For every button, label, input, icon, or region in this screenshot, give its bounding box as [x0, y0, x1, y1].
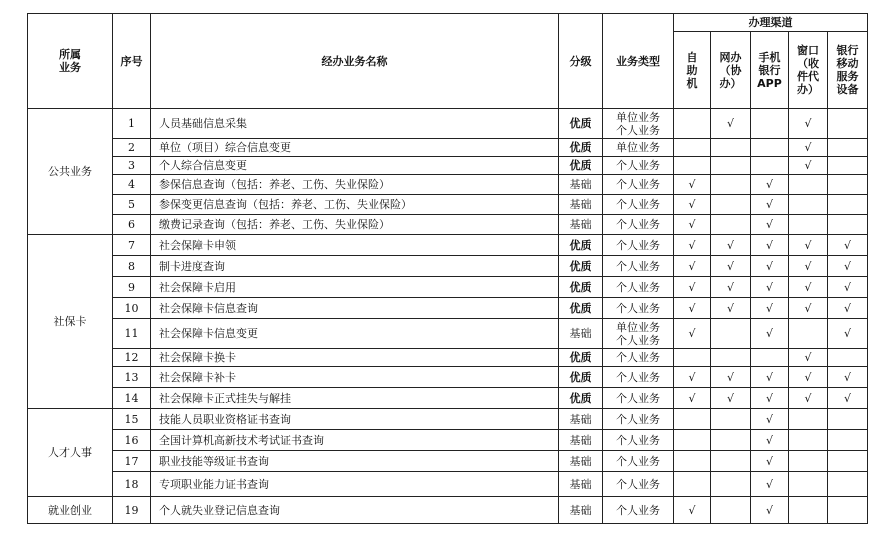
channel-bank-device-cell — [828, 195, 868, 215]
channel-bank-device-cell — [828, 349, 868, 367]
grade-cell: 基础 — [559, 175, 603, 195]
grade-cell: 优质 — [559, 256, 603, 277]
biz-type-cell: 个人业务 — [603, 409, 674, 430]
header-grade: 分级 — [559, 14, 603, 109]
service-name-cell: 缴费记录查询（包括：养老、工伤、失业保险） — [151, 215, 559, 235]
service-name-cell: 社会保障卡信息变更 — [151, 319, 559, 349]
table-row — [28, 388, 868, 409]
channel-kiosk-cell: √ — [674, 195, 711, 215]
channel-bank-device-cell — [828, 451, 868, 472]
seq-cell: 16 — [113, 430, 151, 451]
grade-cell: 优质 — [559, 349, 603, 367]
biz-type-cell: 个人业务 — [603, 235, 674, 256]
channel-online-cell: √ — [711, 256, 751, 277]
seq-cell: 9 — [113, 277, 151, 298]
grade-cell: 基础 — [559, 472, 603, 497]
channel-mobile-app-cell: √ — [751, 388, 789, 409]
category-cell: 人才人事 — [28, 409, 113, 497]
channel-mobile-app-cell — [751, 109, 789, 139]
table-row — [28, 430, 868, 451]
table-row — [28, 319, 868, 349]
channel-kiosk-cell: √ — [674, 298, 711, 319]
table-row — [28, 349, 868, 367]
header-channel-kiosk: 自 助 机 — [674, 32, 711, 109]
channel-window-cell: √ — [789, 388, 828, 409]
grade-cell: 优质 — [559, 367, 603, 388]
channel-mobile-app-cell: √ — [751, 215, 789, 235]
grade-cell: 基础 — [559, 430, 603, 451]
biz-type-cell: 个人业务 — [603, 157, 674, 175]
seq-cell: 12 — [113, 349, 151, 367]
biz-type-cell: 个人业务 — [603, 277, 674, 298]
channel-mobile-app-cell: √ — [751, 367, 789, 388]
header-channel-window: 窗口 （收 件代 办） — [789, 32, 828, 109]
channel-mobile-app-cell: √ — [751, 497, 789, 524]
service-name-cell: 社会保障卡信息查询 — [151, 298, 559, 319]
table-row — [28, 497, 868, 524]
channel-bank-device-cell: √ — [828, 298, 868, 319]
channel-kiosk-cell: √ — [674, 215, 711, 235]
channel-mobile-app-cell: √ — [751, 195, 789, 215]
service-name-cell: 社会保障卡换卡 — [151, 349, 559, 367]
channel-kiosk-cell — [674, 349, 711, 367]
biz-type-cell: 单位业务 — [603, 139, 674, 157]
service-name-cell: 人员基础信息采集 — [151, 109, 559, 139]
channel-bank-device-cell — [828, 472, 868, 497]
biz-type-cell: 个人业务 — [603, 388, 674, 409]
channel-bank-device-cell — [828, 430, 868, 451]
channel-kiosk-cell — [674, 109, 711, 139]
channel-kiosk-cell: √ — [674, 175, 711, 195]
channel-bank-device-cell — [828, 497, 868, 524]
seq-cell: 4 — [113, 175, 151, 195]
biz-type-cell: 单位业务 个人业务 — [603, 319, 674, 349]
seq-cell: 2 — [113, 139, 151, 157]
biz-type-cell: 个人业务 — [603, 256, 674, 277]
channel-online-cell — [711, 409, 751, 430]
biz-type-cell: 个人业务 — [603, 451, 674, 472]
table-row — [28, 215, 868, 235]
grade-cell: 优质 — [559, 298, 603, 319]
channel-bank-device-cell: √ — [828, 235, 868, 256]
seq-cell: 18 — [113, 472, 151, 497]
seq-cell: 1 — [113, 109, 151, 139]
seq-cell: 13 — [113, 367, 151, 388]
channel-online-cell: √ — [711, 277, 751, 298]
table-row — [28, 277, 868, 298]
service-name-cell: 参保信息查询（包括：养老、工伤、失业保险） — [151, 175, 559, 195]
table-header — [28, 14, 868, 109]
channel-online-cell: √ — [711, 298, 751, 319]
service-name-cell: 全国计算机高新技术考试证书查询 — [151, 430, 559, 451]
category-cell: 就业创业 — [28, 497, 113, 524]
service-name-cell: 社会保障卡补卡 — [151, 367, 559, 388]
channel-mobile-app-cell: √ — [751, 256, 789, 277]
channel-mobile-app-cell — [751, 157, 789, 175]
channel-online-cell — [711, 157, 751, 175]
channel-mobile-app-cell: √ — [751, 430, 789, 451]
biz-type-cell: 个人业务 — [603, 349, 674, 367]
channel-bank-device-cell — [828, 157, 868, 175]
biz-type-cell: 个人业务 — [603, 175, 674, 195]
service-name-cell: 个人综合信息变更 — [151, 157, 559, 175]
seq-cell: 19 — [113, 497, 151, 524]
biz-type-cell: 个人业务 — [603, 367, 674, 388]
channel-online-cell — [711, 195, 751, 215]
biz-type-cell: 个人业务 — [603, 472, 674, 497]
grade-cell: 优质 — [559, 109, 603, 139]
service-name-cell: 参保变更信息查询（包括：养老、工伤、失业保险） — [151, 195, 559, 215]
channel-window-cell: √ — [789, 298, 828, 319]
channel-bank-device-cell: √ — [828, 277, 868, 298]
channel-mobile-app-cell: √ — [751, 319, 789, 349]
header-channels-title: 办理渠道 — [674, 14, 868, 32]
table-row — [28, 256, 868, 277]
channel-online-cell: √ — [711, 388, 751, 409]
channel-window-cell — [789, 319, 828, 349]
table-row — [28, 472, 868, 497]
table-row — [28, 451, 868, 472]
channel-window-cell: √ — [789, 367, 828, 388]
channel-window-cell: √ — [789, 277, 828, 298]
channel-window-cell: √ — [789, 139, 828, 157]
table-body — [28, 109, 868, 524]
channel-window-cell — [789, 497, 828, 524]
channel-mobile-app-cell: √ — [751, 298, 789, 319]
channel-bank-device-cell — [828, 109, 868, 139]
channel-kiosk-cell: √ — [674, 497, 711, 524]
biz-type-cell: 个人业务 — [603, 430, 674, 451]
channel-mobile-app-cell: √ — [751, 277, 789, 298]
channel-kiosk-cell — [674, 430, 711, 451]
grade-cell: 基础 — [559, 497, 603, 524]
table-row — [28, 175, 868, 195]
channel-kiosk-cell: √ — [674, 367, 711, 388]
service-name-cell: 职业技能等级证书查询 — [151, 451, 559, 472]
grade-cell: 基础 — [559, 409, 603, 430]
channel-online-cell — [711, 215, 751, 235]
seq-cell: 6 — [113, 215, 151, 235]
table-row — [28, 139, 868, 157]
channel-online-cell: √ — [711, 235, 751, 256]
channel-mobile-app-cell: √ — [751, 409, 789, 430]
service-name-cell: 社会保障卡申领 — [151, 235, 559, 256]
header-seq: 序号 — [113, 14, 151, 109]
service-name-cell: 专项职业能力证书查询 — [151, 472, 559, 497]
seq-cell: 11 — [113, 319, 151, 349]
seq-cell: 14 — [113, 388, 151, 409]
channel-window-cell — [789, 175, 828, 195]
channel-kiosk-cell: √ — [674, 277, 711, 298]
channel-bank-device-cell — [828, 139, 868, 157]
table-row — [28, 157, 868, 175]
channel-window-cell — [789, 195, 828, 215]
grade-cell: 基础 — [559, 195, 603, 215]
channel-mobile-app-cell: √ — [751, 175, 789, 195]
grade-cell: 基础 — [559, 215, 603, 235]
header-channel-online: 网办 （协 办） — [711, 32, 751, 109]
seq-cell: 7 — [113, 235, 151, 256]
biz-type-cell: 个人业务 — [603, 195, 674, 215]
channel-window-cell: √ — [789, 235, 828, 256]
category-cell: 公共业务 — [28, 109, 113, 235]
channel-window-cell — [789, 472, 828, 497]
service-table — [27, 13, 868, 524]
channel-bank-device-cell: √ — [828, 256, 868, 277]
header-service-name: 经办业务名称 — [151, 14, 559, 109]
service-name-cell: 单位（项目）综合信息变更 — [151, 139, 559, 157]
channel-bank-device-cell: √ — [828, 388, 868, 409]
channel-window-cell — [789, 430, 828, 451]
header-channel-mobile-app: 手机 银行 APP — [751, 32, 789, 109]
channel-online-cell — [711, 472, 751, 497]
channel-bank-device-cell — [828, 215, 868, 235]
channel-bank-device-cell: √ — [828, 367, 868, 388]
channel-online-cell — [711, 175, 751, 195]
channel-mobile-app-cell — [751, 139, 789, 157]
channel-kiosk-cell — [674, 472, 711, 497]
channel-kiosk-cell — [674, 157, 711, 175]
seq-cell: 17 — [113, 451, 151, 472]
seq-cell: 8 — [113, 256, 151, 277]
seq-cell: 15 — [113, 409, 151, 430]
channel-window-cell: √ — [789, 157, 828, 175]
channel-kiosk-cell: √ — [674, 388, 711, 409]
biz-type-cell: 个人业务 — [603, 215, 674, 235]
channel-online-cell — [711, 451, 751, 472]
channel-online-cell: √ — [711, 367, 751, 388]
service-name-cell: 社会保障卡正式挂失与解挂 — [151, 388, 559, 409]
table-row — [28, 235, 868, 256]
channel-online-cell — [711, 319, 751, 349]
channel-bank-device-cell — [828, 409, 868, 430]
channel-online-cell — [711, 497, 751, 524]
channel-window-cell — [789, 451, 828, 472]
grade-cell: 优质 — [559, 157, 603, 175]
header-category: 所属 业务 — [28, 14, 113, 109]
biz-type-cell: 个人业务 — [603, 497, 674, 524]
header-biz-type: 业务类型 — [603, 14, 674, 109]
channel-kiosk-cell: √ — [674, 256, 711, 277]
grade-cell: 基础 — [559, 319, 603, 349]
grade-cell: 优质 — [559, 388, 603, 409]
biz-type-cell: 单位业务 个人业务 — [603, 109, 674, 139]
channel-bank-device-cell — [828, 175, 868, 195]
grade-cell: 优质 — [559, 277, 603, 298]
channel-mobile-app-cell: √ — [751, 235, 789, 256]
table-row — [28, 298, 868, 319]
channel-online-cell — [711, 430, 751, 451]
channel-window-cell: √ — [789, 256, 828, 277]
table-row — [28, 367, 868, 388]
channel-kiosk-cell — [674, 139, 711, 157]
service-name-cell: 制卡进度查询 — [151, 256, 559, 277]
category-cell: 社保卡 — [28, 235, 113, 409]
channel-online-cell — [711, 349, 751, 367]
table-row — [28, 109, 868, 139]
channel-window-cell: √ — [789, 109, 828, 139]
channel-mobile-app-cell — [751, 349, 789, 367]
seq-cell: 10 — [113, 298, 151, 319]
channel-mobile-app-cell: √ — [751, 472, 789, 497]
table-row — [28, 409, 868, 430]
service-name-cell: 技能人员职业资格证书查询 — [151, 409, 559, 430]
channel-online-cell — [711, 139, 751, 157]
channel-kiosk-cell: √ — [674, 319, 711, 349]
service-name-cell: 社会保障卡启用 — [151, 277, 559, 298]
channel-online-cell: √ — [711, 109, 751, 139]
channel-kiosk-cell: √ — [674, 235, 711, 256]
service-name-cell: 个人就失业登记信息查询 — [151, 497, 559, 524]
seq-cell: 3 — [113, 157, 151, 175]
grade-cell: 优质 — [559, 235, 603, 256]
biz-type-cell: 个人业务 — [603, 298, 674, 319]
header-channel-bank-device: 银行 移动 服务 设备 — [828, 32, 868, 109]
grade-cell: 基础 — [559, 451, 603, 472]
channel-window-cell — [789, 215, 828, 235]
channel-bank-device-cell: √ — [828, 319, 868, 349]
channel-window-cell — [789, 409, 828, 430]
seq-cell: 5 — [113, 195, 151, 215]
table-row — [28, 195, 868, 215]
channel-kiosk-cell — [674, 409, 711, 430]
channel-mobile-app-cell: √ — [751, 451, 789, 472]
channel-kiosk-cell — [674, 451, 711, 472]
grade-cell: 优质 — [559, 139, 603, 157]
channel-window-cell: √ — [789, 349, 828, 367]
